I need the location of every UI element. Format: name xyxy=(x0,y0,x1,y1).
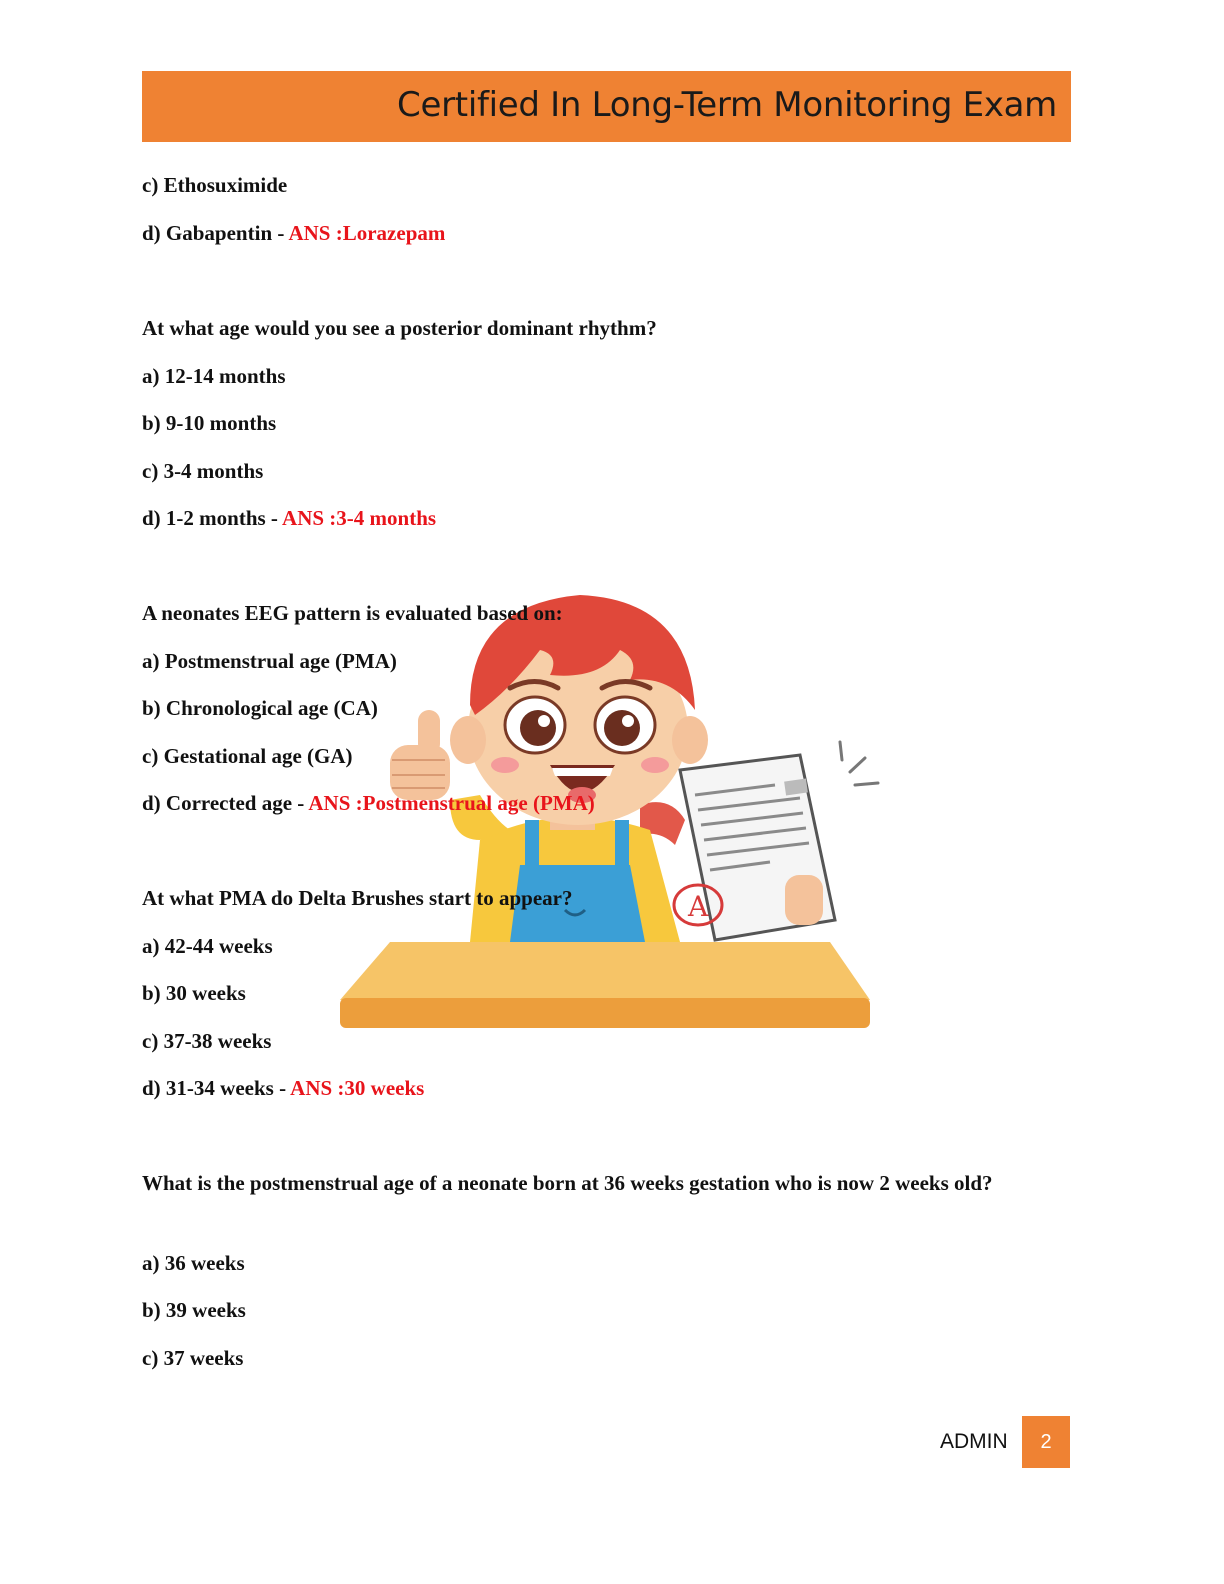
option-c: c) Ethosuximide xyxy=(142,173,288,197)
answer-text: ANS :30 weeks xyxy=(290,1076,425,1100)
option-c: c) 37 weeks xyxy=(142,1346,244,1370)
option-d xyxy=(142,220,445,246)
option-d-text: d) 1-2 months - xyxy=(142,506,283,530)
option-d xyxy=(142,1075,424,1101)
option-d xyxy=(142,790,595,816)
grade-mark: A xyxy=(688,890,709,923)
option-a: a) Postmenstrual age (PMA) xyxy=(142,649,397,673)
option-b: b) 30 weeks xyxy=(142,981,246,1005)
option-c: c) 37-38 weeks xyxy=(142,1029,272,1053)
footer-author: ADMIN xyxy=(940,1430,1008,1453)
option-d xyxy=(142,505,436,531)
option-d-text: d) Corrected age - xyxy=(142,791,309,815)
option-a: a) 42-44 weeks xyxy=(142,934,273,958)
question-text: What is the postmenstrual age of a neonate born at 36 weeks gestation who is now 2 weeks old? xyxy=(142,1171,993,1195)
option-d-text: d) 31-34 weeks - xyxy=(142,1076,291,1100)
question-text: At what PMA do Delta Brushes start to appear? xyxy=(142,886,573,910)
option-b: b) Chronological age (CA) xyxy=(142,696,378,720)
option-b: b) 39 weeks xyxy=(142,1298,246,1322)
option-a: a) 36 weeks xyxy=(142,1251,245,1275)
question-text: A neonates EEG pattern is evaluated based on: xyxy=(142,601,563,625)
option-b: b) 9-10 months xyxy=(142,411,277,435)
page-number-badge: 2 xyxy=(1022,1416,1070,1468)
option-d-text: d) Gabapentin - xyxy=(142,221,289,245)
answer-text: ANS :3-4 months xyxy=(282,506,437,530)
question-text: At what age would you see a posterior dominant rhythm? xyxy=(142,316,657,340)
page-title: Certified In Long-Term Monitoring Exam xyxy=(397,85,1057,125)
option-c: c) Gestational age (GA) xyxy=(142,744,353,768)
option-a: a) 12-14 months xyxy=(142,364,286,388)
answer-text: ANS :Lorazepam xyxy=(288,221,446,245)
option-c: c) 3-4 months xyxy=(142,459,264,483)
answer-text: ANS :Postmenstrual age (PMA) xyxy=(308,791,595,815)
